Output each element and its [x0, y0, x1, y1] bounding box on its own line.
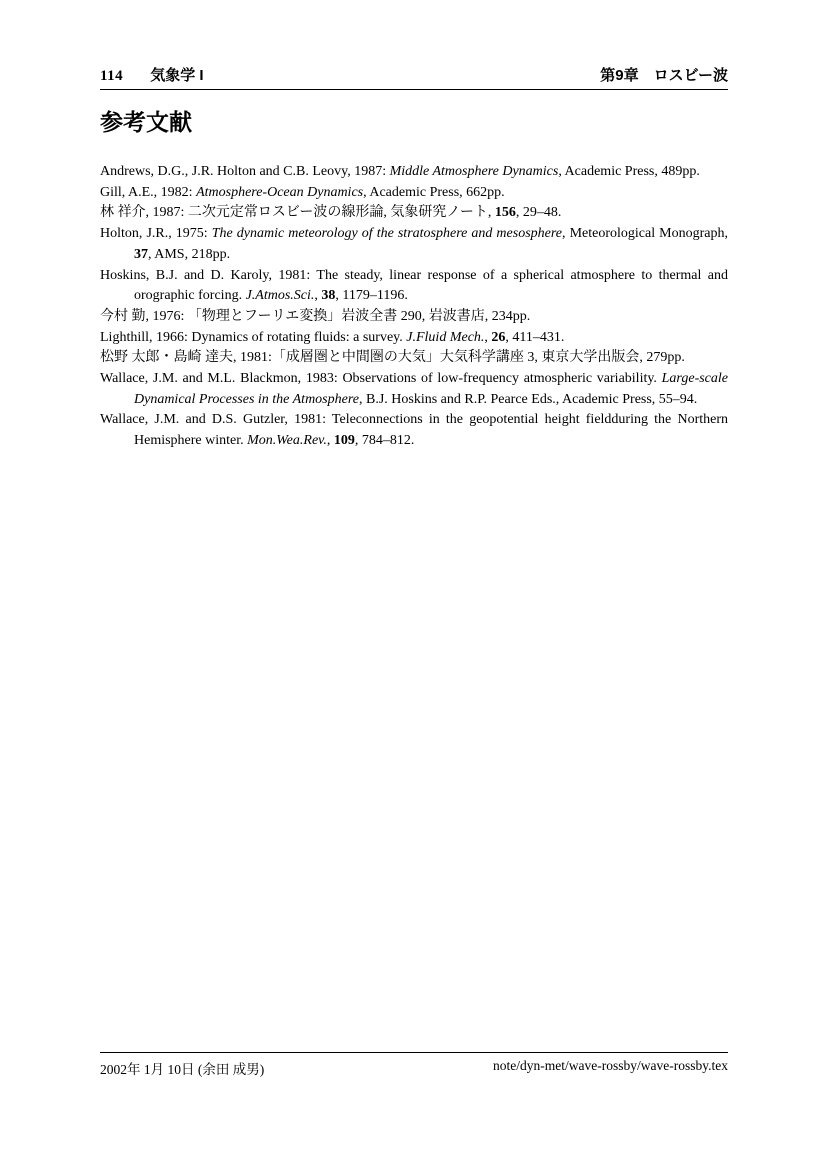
reference-segment: , Meteorological Monograph, — [562, 226, 728, 242]
reference-entry — [100, 162, 728, 183]
reference-segment: , Academic Press, 662pp. — [363, 184, 505, 200]
reference-segment: 林 祥介, 1987: 二次元定常ロスビー波の線形論, 気象研究ノート, — [100, 205, 495, 221]
reference-list — [100, 162, 728, 452]
reference-segment: Middle Atmosphere Dynamics — [389, 164, 559, 179]
reference-segment: Lighthill, 1966: Dynamics of rotating fluids: a survey. — [100, 329, 407, 345]
reference-segment: The dynamic meteorology of the stratosphere and mesosphere — [211, 226, 563, 242]
reference-segment: 今村 勤, 1976: 「物理とフーリエ変換」岩波全書 290, 岩波書店, 234pp. — [100, 308, 531, 324]
reference-segment: Hoskins, B.J. and D. Karoly, 1981: The steady, linear response of a spherical atmosphere to thermal and orographic forcing. — [100, 267, 728, 304]
reference-segment: Gill, A.E., 1982: — [100, 184, 197, 200]
chapter-title: 第9章 ロスビー波 — [600, 67, 728, 84]
page-header — [100, 64, 728, 90]
reference-segment: Mon.Wea.Rev. — [247, 433, 327, 449]
reference-segment: , 784–812. — [354, 433, 415, 449]
reference-segment: , B.J. Hoskins and R.P. Pearce Eds., Academic Press, 55–94. — [359, 391, 698, 407]
reference-entry — [100, 183, 728, 204]
reference-segment: J.Atmos.Sci. — [245, 288, 315, 304]
reference-segment: 38 — [321, 288, 336, 304]
section-heading: 参考文献 — [100, 109, 192, 135]
reference-entry — [100, 369, 728, 410]
reference-segment: , 1179–1196. — [335, 288, 408, 304]
reference-segment: , AMS, 218pp. — [148, 246, 231, 262]
reference-entry — [100, 266, 728, 307]
reference-entry — [100, 328, 728, 349]
reference-segment: 26 — [491, 329, 506, 345]
page-footer — [100, 1052, 728, 1078]
footer-file-path: note/dyn-met/wave-rossby/wave-rossby.tex — [493, 1058, 728, 1073]
reference-segment: , — [314, 288, 322, 304]
reference-segment: , — [484, 329, 492, 345]
reference-segment: 37 — [134, 246, 148, 262]
reference-entry — [100, 307, 728, 328]
reference-segment: Andrews, D.G., J.R. Holton and C.B. Leovy, 1987: — [100, 164, 390, 179]
reference-segment: , 29–48. — [515, 205, 562, 221]
reference-segment: Large-scale Dynamical Processes in the Atmosphere — [134, 371, 728, 407]
reference-segment: , Academic Press, 489pp. — [558, 164, 700, 179]
reference-segment: 156 — [494, 205, 516, 221]
reference-segment: 松野 太郎・島崎 達夫, 1981:「成層圏と中間圏の大気」大気科学講座 3, 東京大学出版会, 279pp. — [100, 350, 685, 366]
reference-entry — [100, 410, 728, 451]
reference-segment: 109 — [333, 433, 355, 449]
footer-date: 2002年 1月 10日 (余田 成男) — [100, 1062, 265, 1077]
reference-segment: Wallace, J.M. and M.L. Blackmon, 1983: Observations of low-frequency atmospheric variability. — [100, 371, 662, 387]
reference-segment: , 411–431. — [505, 329, 565, 345]
reference-segment: Atmosphere-Ocean Dynamics — [196, 184, 364, 200]
reference-entry — [100, 224, 728, 265]
reference-entry — [100, 348, 728, 369]
reference-segment: Wallace, J.M. and D.S. Gutzler, 1981: Teleconnections in the geopotential height fieldduring the Northern Hemisphere winter. — [100, 412, 728, 449]
reference-segment: Holton, J.R., 1975: — [100, 226, 212, 242]
course-title: 気象学 I — [150, 67, 204, 84]
page-number: 114 — [100, 68, 124, 84]
reference-segment: , — [326, 433, 334, 449]
header-left — [100, 64, 204, 85]
reference-entry — [100, 203, 728, 224]
reference-segment: J.Fluid Mech. — [406, 329, 485, 345]
